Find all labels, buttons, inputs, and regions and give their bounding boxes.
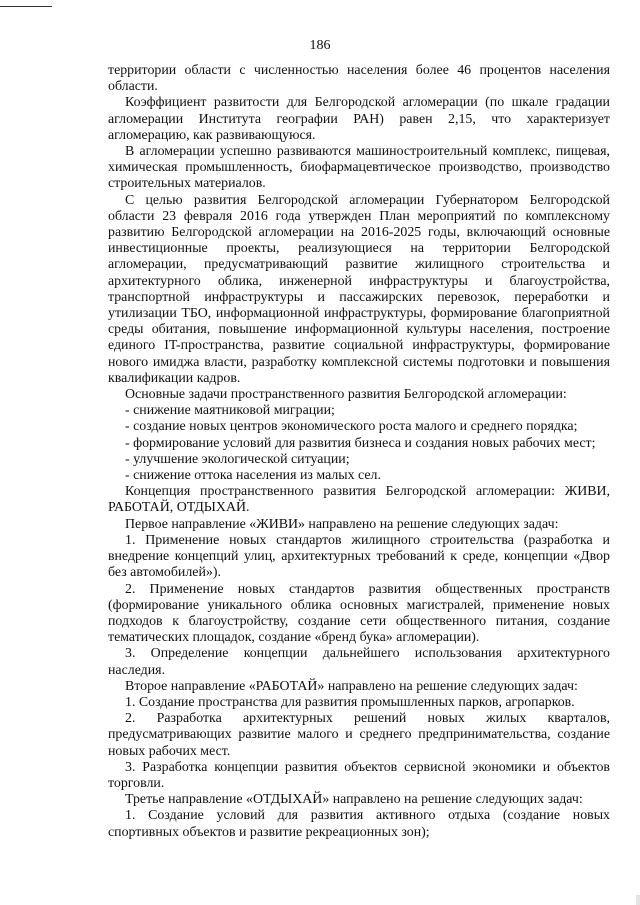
paragraph-concept: Концепция пространственного развития Белгородской агломерации: ЖИВИ, РАБОТАЙ, ОТДЫХАЙ.	[108, 484, 610, 516]
page-top-rule	[0, 6, 52, 7]
list-item: - снижение оттока населения из малых сел.	[125, 468, 381, 484]
direction-live-item-2: 2. Применение новых стандартов развития общественных пространств (формирование уникального облика основных магистралей, применение новых подходов к благоустройству, создание сети общественного питания, создание тематических площадок, создание «бренд бука» агломерации).	[108, 581, 610, 646]
direction-live-item-3: 3. Определение концепции дальнейшего использования архитектурного наследия.	[108, 646, 610, 678]
direction-rest-item-1: 1. Создание условий для развития активного отдыха (создание новых спортивных объектов и развитие рекреационных зон);	[108, 808, 610, 840]
document-body	[108, 63, 610, 841]
direction-live-heading: Первое направление «ЖИВИ» направлено на решение следующих задач:	[125, 516, 559, 532]
paragraph-industries: В агломерации успешно развиваются машиностроительный комплекс, пищевая, химическая промышленность, биофармацевтическое производство, производство строительных материалов.	[108, 144, 610, 192]
list-item: - формирование условий для развития бизнеса и создания новых рабочих мест;	[125, 435, 596, 451]
page-number: 186	[309, 38, 331, 53]
direction-work-item-1: 1. Создание пространства для развития промышленных парков, агропарков.	[125, 694, 575, 710]
list-item: - улучшение экологической ситуации;	[125, 451, 350, 467]
list-item: - создание новых центров экономического роста малого и среднего порядка;	[125, 419, 578, 435]
list-item: - снижение маятниковой миграции;	[125, 403, 335, 419]
direction-work-item-2: 2. Разработка архитектурных решений новых жилых кварталов, предусматривающих развитие малого и среднего предпринимательства, создание новых рабочих мест.	[108, 711, 610, 759]
direction-work-heading: Второе направление «РАБОТАЙ» направлено на решение следующих задач:	[125, 678, 578, 694]
paragraph-development-plan: С целью развития Белгородской агломерации Губернатором Белгородской области 23 февраля 2016 года утвержден План мероприятий по комплексному развитию Белгородской агломерации на 2016-2025 годы, включающий основные инвестиционные проекты, реализующиеся на территории Белгородской агломерации, предусматривающий развитие жилищного строительства и архитектурного облика, инженерной инфраструктуры и благоустройства, транспортной инфраструктуры и пассажирских перевозок, переработки и утилизации ТБО, информационной инфраструктуры, формирование благоприятной среды обитания, повышение информационной культуры населения, построение единого IT-пространства, развитие социальной инфраструктуры, формирование нового имиджа власти, разработку комплексной системы подготовки и повышения квалификации кадров.	[108, 192, 610, 386]
paragraph-main-tasks-heading: Основные задачи пространственного развития Белгородской агломерации:	[125, 387, 567, 403]
direction-work-item-3: 3. Разработка концепции развития объектов сервисной экономики и объектов торговли.	[108, 759, 610, 791]
scan-edge-mark	[636, 895, 640, 905]
main-tasks-list	[108, 403, 610, 484]
direction-live-item-1: 1. Применение новых стандартов жилищного строительства (разработка и внедрение концепций улиц, архитектурных требований к среде, концепции «Двор без автомобилей»).	[108, 532, 610, 581]
paragraph-continuation: территории области с численностью населения более 46 процентов населения области.	[108, 63, 610, 95]
direction-rest-heading: Третье направление «ОТДЫХАЙ» направлено на решение следующих задач:	[125, 792, 583, 808]
paragraph-coefficient: Коэффициент развитости для Белгородской агломерации (по шкале градации агломерации Института географии РАН) равен 2,15, что характеризует агломерацию, как развивающуюся.	[108, 95, 610, 143]
